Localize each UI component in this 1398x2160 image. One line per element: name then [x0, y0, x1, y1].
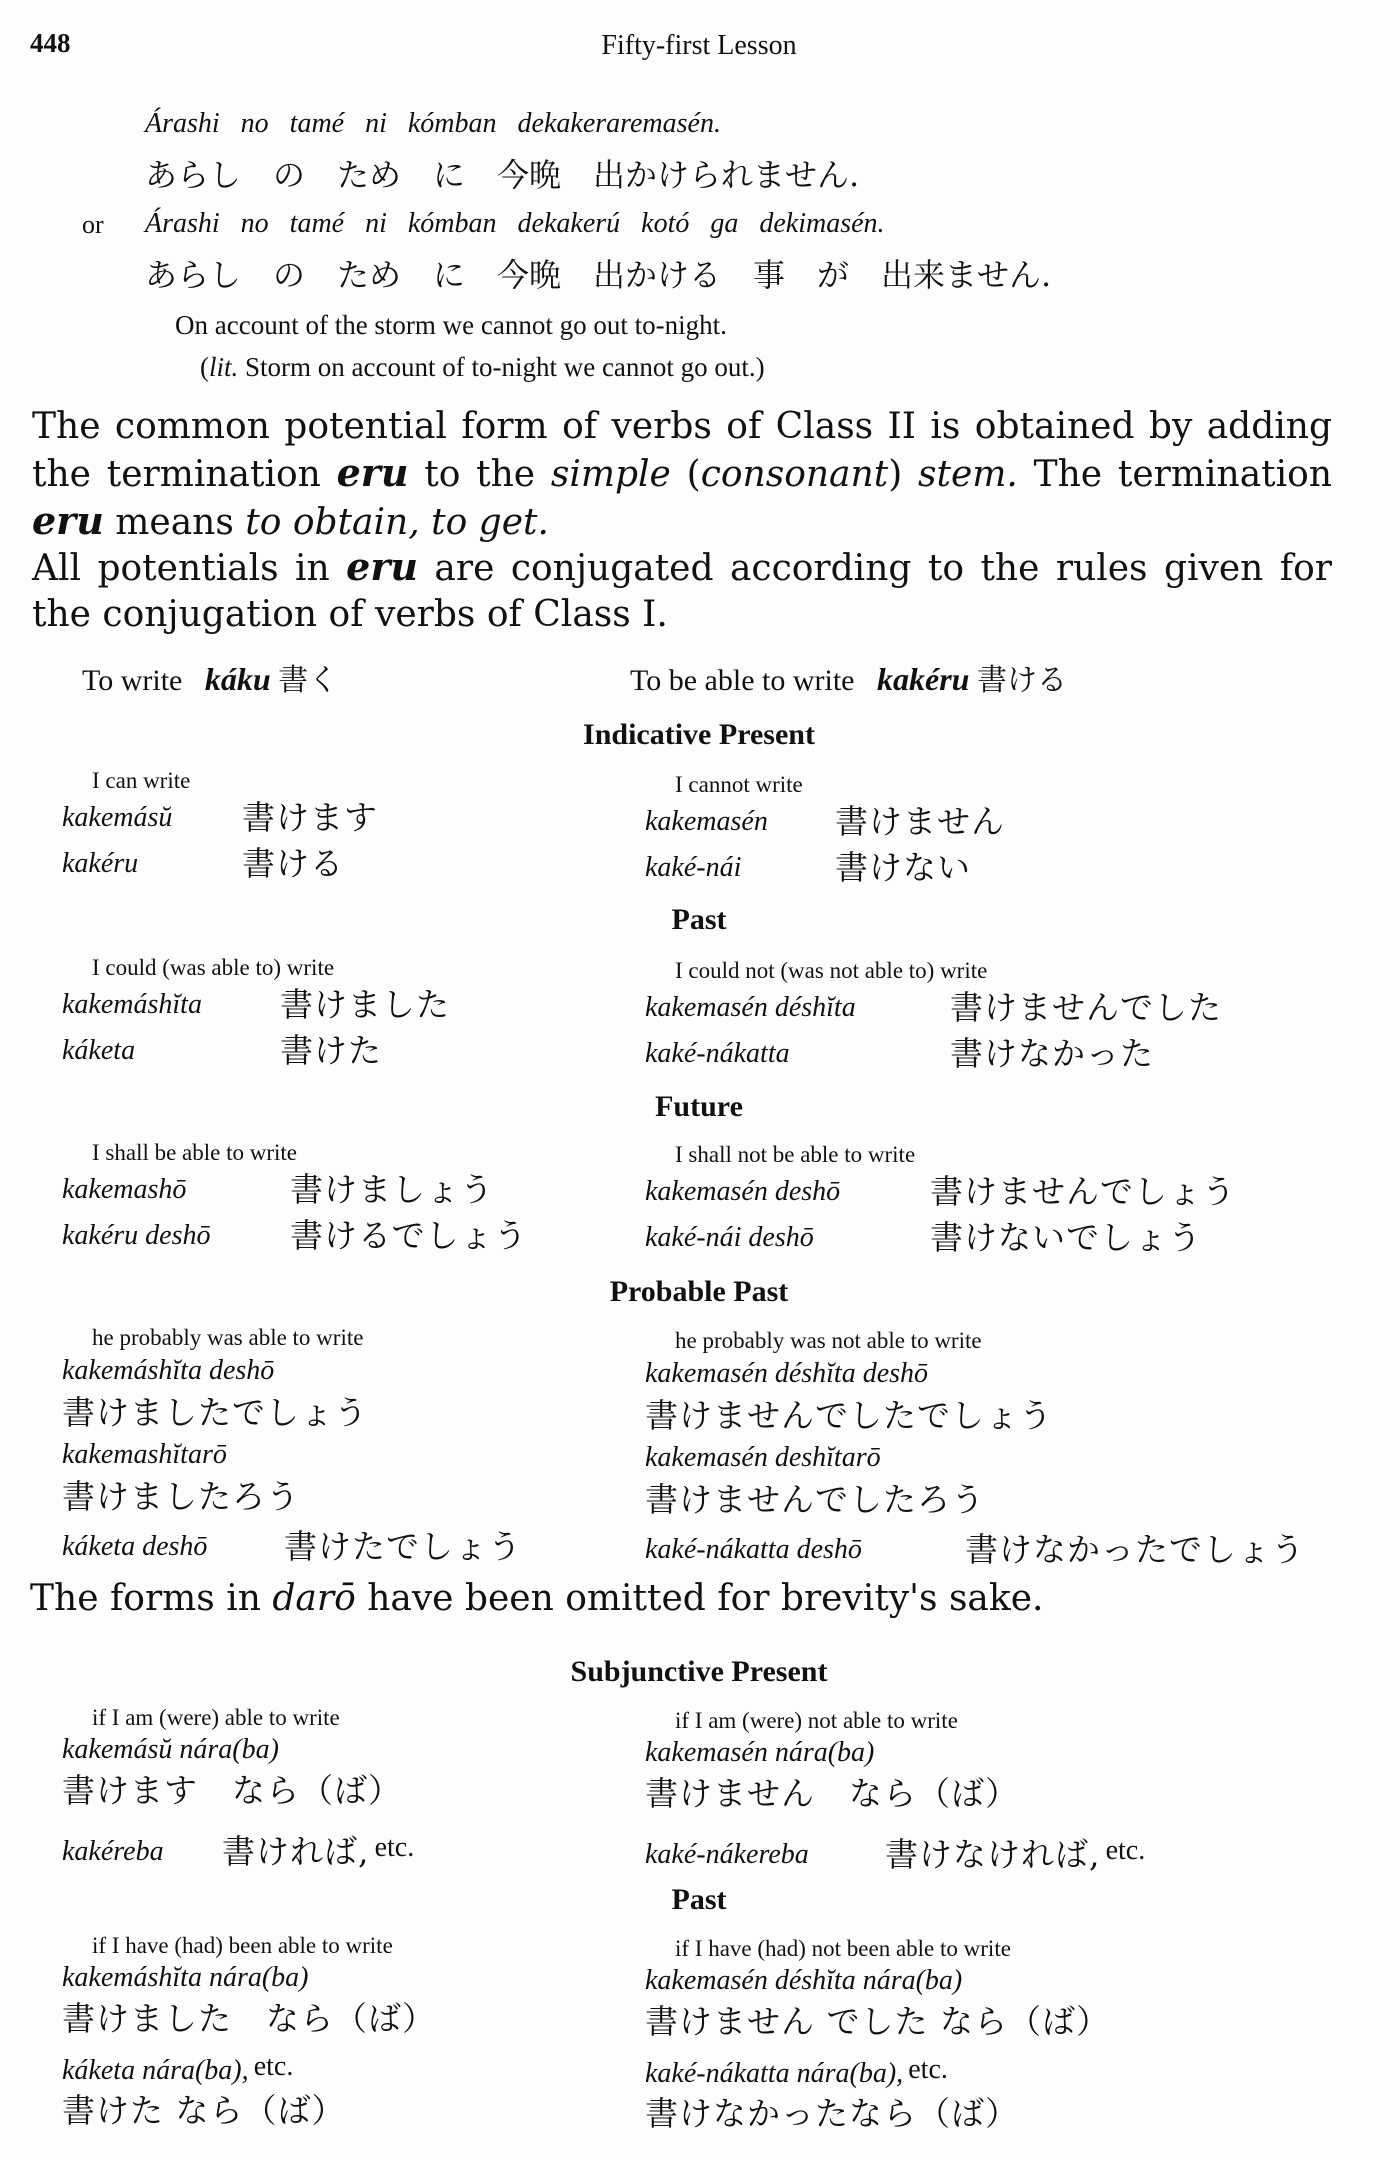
conj-row: kakéru deshō 書けるでしょう [62, 1215, 528, 1255]
col-label: I shall not be able to write [675, 1142, 916, 1167]
literal-text: Storm on account of to-night we cannot go out.) [245, 352, 765, 382]
conj-row: kakemasén déshĭta 書けませんでした [645, 987, 1222, 1027]
future-negative [645, 1142, 1236, 1260]
col-label: I cannot write [675, 772, 803, 797]
page-number: 448 [30, 28, 71, 58]
heading-subjunctive-past: Past [671, 1883, 727, 1916]
col-label: he probably was not able to write [675, 1328, 982, 1353]
col-label: he probably was able to write [92, 1325, 364, 1350]
conj-row: kakemáshĭta 書けました [62, 984, 450, 1024]
example-romaji-2: Árashi no tamé ni kómban dekakerú kotó ga dekimasén. [145, 208, 885, 239]
conj-japanese: 書けません なら（ば） [645, 1773, 1019, 1813]
heading-subjunctive-present: Subjunctive Present [570, 1655, 828, 1688]
heading-indicative-present: Indicative Present [583, 718, 815, 751]
conj-romaji: káketa nára(ba), etc. [62, 2051, 294, 2086]
col-label: if I am (were) not able to write [675, 1708, 958, 1733]
paragraph-potential-form: The common potential form of verbs of Class II is obtained by adding the termination eru to the simple (consonant) stem. The termination eru means to obtain, to get. [32, 406, 1333, 543]
heading-future: Future [655, 1090, 743, 1123]
conj-japanese: 書けなかったなら（ば） [645, 2093, 1019, 2133]
conj-row: kakemasén 書けません [645, 801, 1005, 841]
conj-japanese: 書けましたろう [62, 1476, 300, 1516]
conj-japanese: 書けませんでしたろう [645, 1479, 985, 1519]
conj-japanese: 書けませんでしたでしょう [645, 1395, 1053, 1435]
conj-japanese: 書けました なら（ば） [62, 1998, 436, 2038]
conj-romaji: kakemasén déshĭta deshō [645, 1357, 929, 1389]
definition-left: To write káku 書く [82, 661, 339, 697]
heading-probable-past: Probable Past [609, 1275, 789, 1308]
conj-romaji: kakemashĭtarō [62, 1438, 227, 1470]
omission-note: The forms in darō have been omitted for brevity's sake. [30, 1578, 1044, 1619]
example-japanese-1: あらし の ため に 今晩 出かけられません. [145, 156, 860, 194]
col-label: I could not (was not able to) write [675, 958, 988, 983]
conj-romaji: kakemasén nára(ba) [645, 1736, 875, 1768]
lit-label: lit. [209, 352, 239, 382]
conj-row: kaké-nái 書けない [645, 847, 971, 887]
conj-row: kakéreba 書ければ, etc. [62, 1831, 415, 1871]
future-affirmative [62, 1140, 528, 1258]
sub-present-negative [645, 1708, 1145, 1874]
sub-present-affirmative [62, 1705, 414, 1871]
conj-row: kakemásŭ 書けます [62, 797, 378, 837]
conj-row: kaké-nákatta deshō 書けなかったでしょう [645, 1529, 1305, 1569]
ind-past-negative [645, 958, 1222, 1076]
heading-past: Past [671, 903, 727, 936]
sub-past-affirmative [62, 1933, 436, 2133]
conj-row: káketa deshō 書けたでしょう [62, 1526, 522, 1566]
conj-japanese: 書けましたでしょう [62, 1392, 368, 1432]
probable-past-affirmative [62, 1325, 522, 1569]
definition-right: To be able to write kakéru 書ける [630, 661, 1067, 697]
paragraph-conjugation-rule: All potentials in eru are conjugated according to the rules given for the conjugation of verbs of Class I. [32, 544, 1332, 635]
example-translation: On account of the storm we cannot go out to-night. [175, 310, 727, 340]
conj-japanese: 書けません でした なら（ば） [645, 2001, 1110, 2041]
col-label: I shall be able to write [92, 1140, 298, 1165]
conj-romaji: kakemasén deshĭtarō [645, 1441, 881, 1473]
example-or: or [82, 210, 104, 239]
conj-romaji: kakemásŭ nára(ba) [62, 1733, 279, 1765]
conj-japanese: 書けます なら（ば） [62, 1770, 402, 1810]
conj-japanese: 書けた なら（ば） [62, 2090, 346, 2130]
conj-row: kaké-nái deshō 書けないでしょう [645, 1217, 1202, 1257]
col-label: if I am (were) able to write [92, 1705, 340, 1730]
col-label: if I have (had) not been able to write [675, 1936, 1011, 1961]
conj-row: kakemashō 書けましょう [62, 1169, 494, 1209]
conj-row: káketa 書けた [62, 1030, 382, 1070]
conj-row: kaké-nákatta 書けなかった [645, 1033, 1154, 1073]
ind-present-affirmative [62, 768, 378, 886]
example-japanese-2: あらし の ため に 今晩 出かける 事 が 出来ません. [145, 256, 1052, 294]
conj-row: kaké-nákereba 書けなければ, etc. [645, 1834, 1146, 1874]
running-title: Fifty-first Lesson [601, 30, 797, 61]
sub-past-negative [645, 1936, 1110, 2136]
col-label: if I have (had) been able to write [92, 1933, 393, 1958]
page-header [30, 28, 1368, 68]
conj-romaji: kakemáshĭta nára(ba) [62, 1961, 309, 1993]
conj-romaji: kakemáshĭta deshō [62, 1354, 275, 1386]
ind-present-negative [645, 772, 1005, 890]
col-label: I could (was able to) write [92, 955, 335, 980]
conj-row: kakéru 書ける [62, 843, 344, 883]
ind-past-affirmative [62, 955, 450, 1073]
example-literal: (lit. Storm on account of to-night we cannot go out.) [200, 352, 765, 382]
probable-past-negative [645, 1328, 1305, 1572]
col-label: I can write [92, 768, 191, 793]
example-romaji-1: Árashi no tamé ni kómban dekakeraremasén. [145, 108, 721, 139]
conj-romaji: kaké-nákatta nára(ba), etc. [645, 2054, 948, 2089]
conj-row: kakemasén deshō 書けませんでしょう [645, 1171, 1236, 1211]
conj-romaji: kakemasén déshĭta nára(ba) [645, 1964, 963, 1996]
